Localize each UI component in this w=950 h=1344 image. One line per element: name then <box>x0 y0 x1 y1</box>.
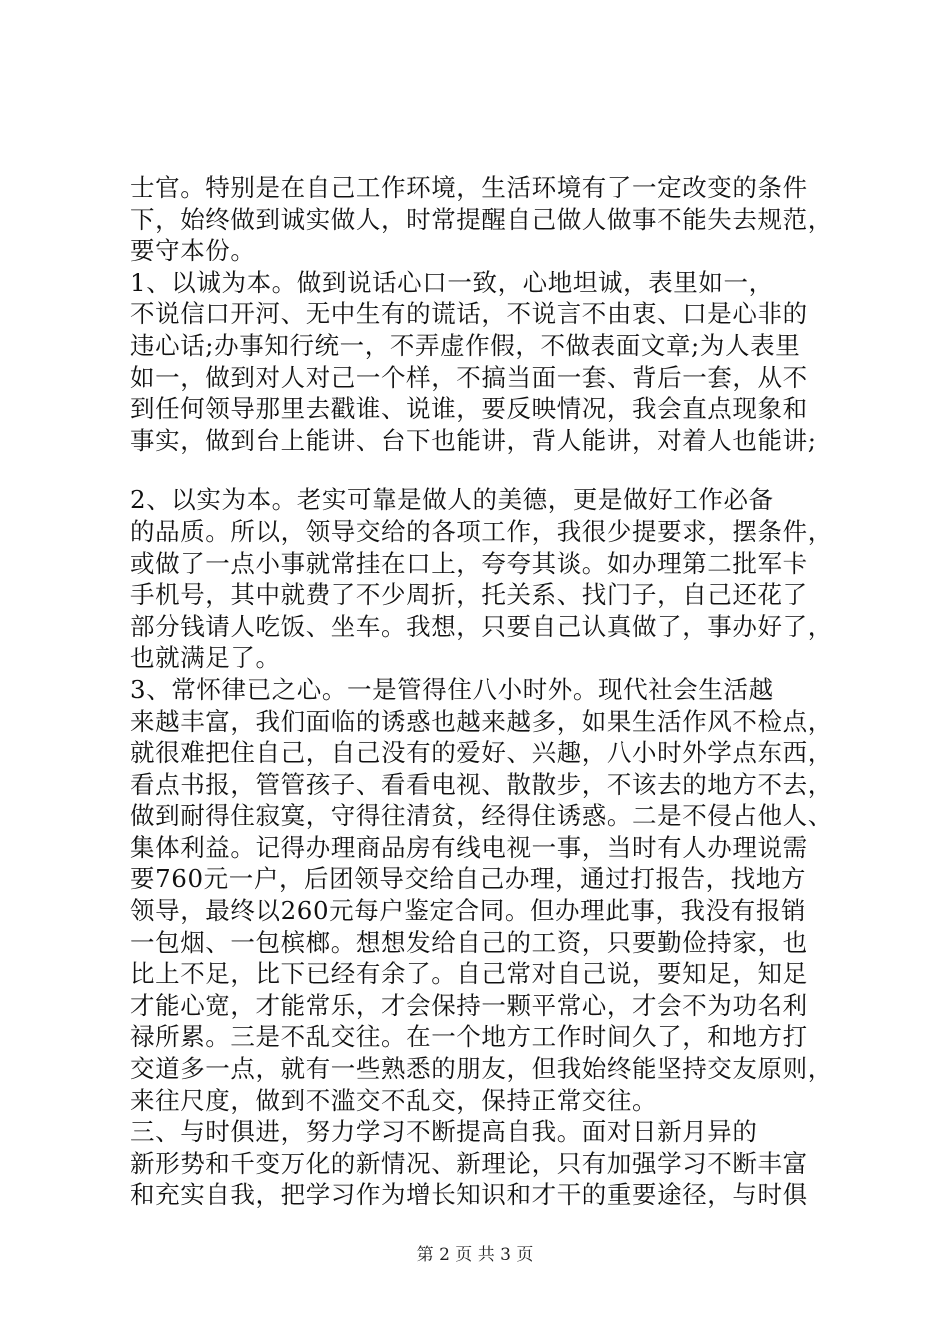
document-body <box>130 172 833 1211</box>
text-line: 下，始终做到诚实做人，时常提醒自己做人做事不能失去规范， <box>130 204 833 234</box>
text-line: 和充实自我，把学习作为增长知识和才干的重要途径，与时俱 <box>130 1180 808 1210</box>
text-line: 或做了一点小事就常挂在口上，夸夸其谈。如办理第二批军卡 <box>130 548 808 578</box>
text-line: 2、以实为本。老实可靠是做人的美德，更是做好工作必备 <box>130 485 774 515</box>
page-number-footer: 第 2 页 共 3 页 <box>416 1245 534 1265</box>
paragraph-intro <box>130 172 833 267</box>
text-line: 违心话;办事知行统一，不弄虚作假，不做表面文章;为人表里 <box>130 330 801 360</box>
text-line: 禄所累。三是不乱交往。在一个地方工作时间久了，和地方打 <box>130 1022 808 1052</box>
text-line: 士官。特别是在自己工作环境，生活环境有了一定改变的条件 <box>130 173 808 202</box>
text-line: 1、以诚为本。做到说话心口一致，心地坦诚，表里如一， <box>130 267 774 297</box>
text-line: 也就满足了。 <box>130 643 281 673</box>
text-line: 如一，做到对人对己一个样，不搞当面一套、背后一套，从不 <box>130 362 808 392</box>
text-line: 交道多一点，就有一些熟悉的朋友，但我始终能坚持交友原则， <box>130 1054 833 1084</box>
text-line: 看点书报，管管孩子、看看电视、散散步，不该去的地方不去， <box>130 769 833 799</box>
text-line: 到任何领导那里去戳谁、说谁，要反映情况，我会直点现象和 <box>130 394 808 424</box>
text-line: 的品质。所以，领导交给的各项工作，我很少提要求，摆条件， <box>130 516 833 546</box>
text-line: 领导，最终以260元每户鉴定合同。但办理此事，我没有报销 <box>130 896 807 926</box>
text-line: 3、常怀律已之心。一是管得住八小时外。现代社会生活越 <box>130 674 774 704</box>
paragraph-gap <box>130 456 830 484</box>
paragraph-1 <box>130 267 830 457</box>
paragraph-3 <box>130 674 833 1116</box>
text-line: 部分钱请人吃饭、坐车。我想，只要自己认真做了，事办好了， <box>130 611 833 641</box>
text-line: 不说信口开河、无中生有的谎话，不说言不由衷、口是心非的 <box>130 299 808 329</box>
text-line: 才能心宽，才能常乐，才会保持一颗平常心，才会不为功名利 <box>130 990 808 1020</box>
text-line: 新形势和千变万化的新情况、新理论，只有加强学习不断丰富 <box>130 1148 808 1178</box>
paragraph-4 <box>130 1116 830 1211</box>
text-line: 做到耐得住寂寞，守得往清贫，经得住诱惑。二是不侵占他人、 <box>130 801 833 831</box>
text-line: 就很难把住自己，自己没有的爱好、兴趣，八小时外学点东西， <box>130 738 833 768</box>
paragraph-2 <box>130 484 833 674</box>
text-line: 要760元一户，后团领导交给自己办理，通过打报告，找地方 <box>130 864 807 894</box>
text-line: 来往尺度，做到不滥交不乱交，保持正常交往。 <box>130 1085 658 1115</box>
text-line: 一包烟、一包槟榔。想想发给自己的工资，只要勤俭持家，也 <box>130 927 808 957</box>
text-line: 比上不足，比下已经有余了。自己常对自己说，要知足，知足 <box>130 959 808 989</box>
text-line: 来越丰富，我们面临的诱惑也越来越多，如果生活作风不检点， <box>130 706 833 736</box>
text-line: 三、与时俱进，努力学习不断提高自我。面对日新月异的 <box>130 1117 758 1147</box>
text-line: 要守本份。 <box>130 236 256 266</box>
text-line: 事实，做到台上能讲、台下也能讲，背人能讲，对着人也能讲; <box>130 425 817 455</box>
text-line: 手机号，其中就费了不少周折，托关系、找门子，自己还花了 <box>130 580 808 610</box>
text-line: 集体利益。记得办理商品房有线电视一事，当时有人办理说需 <box>130 832 808 862</box>
